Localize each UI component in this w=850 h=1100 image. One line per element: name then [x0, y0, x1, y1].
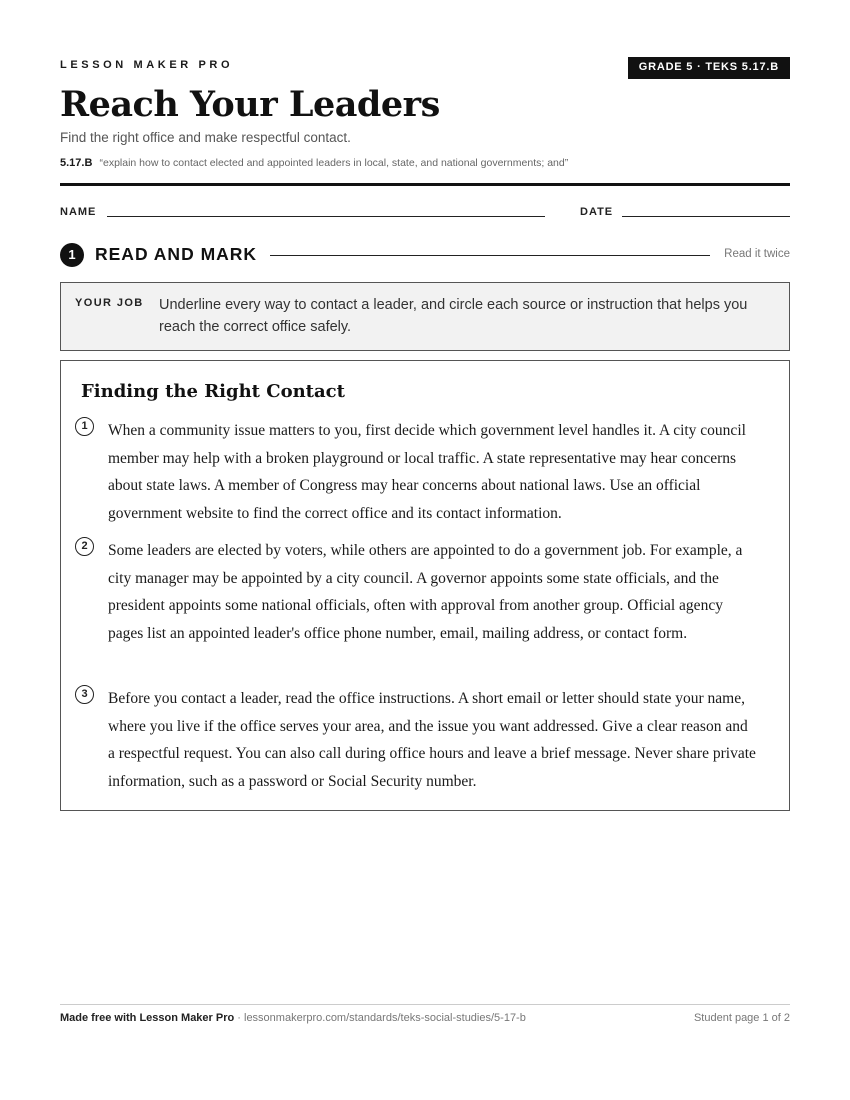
footer-credit: Made free with Lesson Maker Pro — [60, 1012, 235, 1024]
job-label: YOUR JOB — [75, 297, 144, 309]
paragraph-text: Some leaders are elected by voters, while others are appointed to do a government job. For example, a city manager may be appointed by a city council. A governor appoints some state officials, and the president appoints some national officials, often with approval from another group. Official agency pages list an appointed leader's office phone number, email, mailing address, or contact form. — [108, 542, 743, 642]
standard-line — [60, 157, 568, 169]
grade-badge: GRADE 5 · TEKS 5.17.B — [628, 57, 790, 79]
worksheet-page — [60, 0, 790, 1100]
footer-url[interactable]: lessonmakerpro.com/standards/teks-social-studies/5-17-b — [244, 1012, 526, 1024]
date-field[interactable] — [622, 216, 790, 217]
page-subtitle: Find the right office and make respectful contact. — [60, 130, 351, 145]
paragraph-text: Before you contact a leader, read the office instructions. A short email or letter should state your name, where you live if the office serves your area, and the issue you want addressed. Give a clear reason and a respectful request. You can also call during office hours and leave a brief message. Never share private information, such as a password or Social Security number. — [108, 690, 756, 790]
name-label: NAME — [60, 206, 97, 218]
paragraph-number: 1 — [75, 417, 94, 436]
header-divider — [60, 183, 790, 186]
standard-text: “explain how to contact elected and appointed leaders in local, state, and national governments; and” — [99, 157, 569, 169]
footer-separator: · — [234, 1012, 244, 1024]
section-title: READ AND MARK — [95, 244, 258, 264]
passage-title: Finding the Right Contact — [81, 381, 345, 402]
name-field[interactable] — [107, 216, 545, 217]
section-note: Read it twice — [724, 248, 790, 260]
top-bar — [60, 57, 790, 79]
page-title: Reach Your Leaders — [60, 84, 440, 125]
paragraph-number: 3 — [75, 685, 94, 704]
student-fields — [60, 203, 790, 223]
section-number: 1 — [60, 243, 84, 267]
standard-code: 5.17.B — [60, 157, 93, 169]
brand-name: LESSON MAKER PRO — [60, 59, 234, 71]
page-number: Student page 1 of 2 — [693, 1012, 790, 1024]
footer-divider — [60, 1004, 790, 1005]
section-rule — [270, 255, 710, 256]
your-job-box — [60, 282, 790, 351]
reading-passage — [60, 360, 790, 811]
date-label: DATE — [580, 206, 614, 218]
job-instructions: Underline every way to contact a leader, and circle each source or instruction that helps you reach the correct office safely. — [159, 297, 748, 335]
paragraph-text: When a community issue matters to you, first decide which government level handles it. A city council member may help with a broken playground or local traffic. A state representative may hear concerns about state laws. A member of Congress may hear concerns about national laws. Use an official government website to find the correct office and its contact information. — [108, 422, 746, 522]
footer — [60, 1012, 790, 1024]
section-header — [60, 242, 790, 268]
paragraph-number: 2 — [75, 537, 94, 556]
